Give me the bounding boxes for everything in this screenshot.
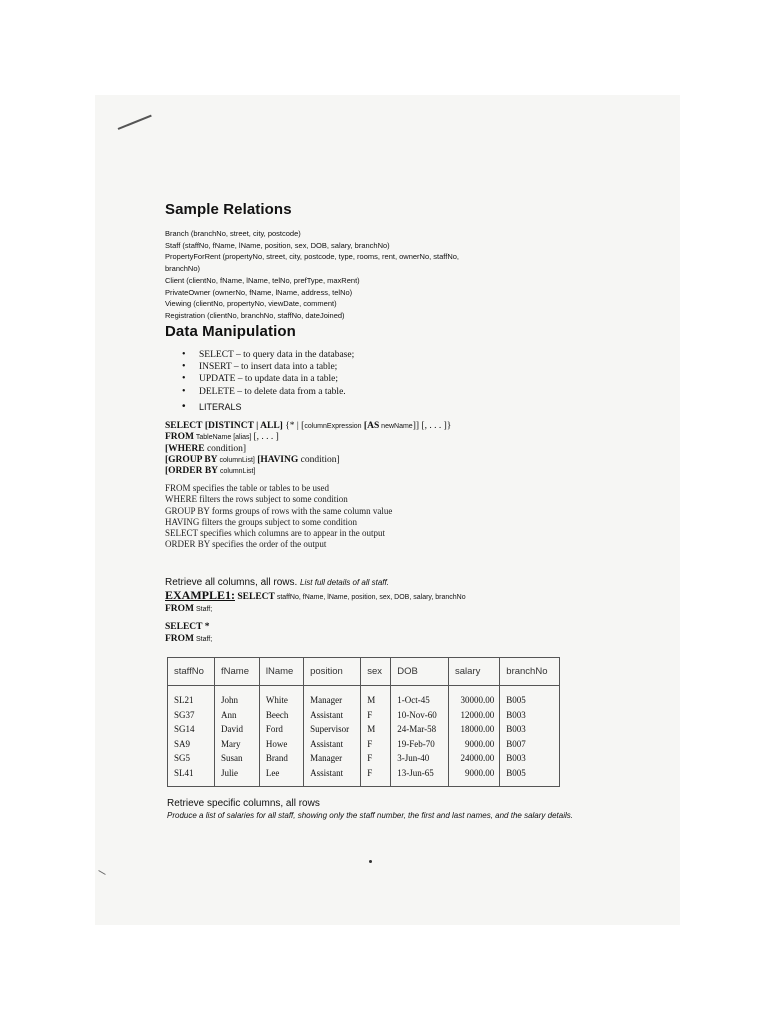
relation-line: PrivateOwner (ownerNo, fName, lName, address, telNo) (165, 287, 353, 297)
table-cell: B005 (500, 686, 560, 708)
operations-list (180, 349, 354, 413)
sample-relations-heading: Sample Relations (165, 201, 292, 218)
column-header: lName (259, 658, 303, 686)
example1-select-line: EXAMPLE1: SELECT staffNo, fName, lName, position, sex, DOB, salary, branchNo (165, 588, 466, 602)
table-cell: 13-Jun-65 (391, 766, 449, 787)
relation-line: Branch (branchNo, street, city, postcode) (165, 229, 301, 238)
syntax-select-line: SELECT [DISTINCT | ALL] {* | [columnExpression [AS newName]] [, . . . ]} (165, 421, 452, 431)
table-row (168, 751, 560, 766)
table-row (168, 708, 560, 723)
table-cell: SL21 (168, 686, 215, 708)
table-cell: B003 (500, 751, 560, 766)
clause-description: FROM specifies the table or tables to be used (165, 483, 329, 493)
table-cell: White (259, 686, 303, 708)
table-cell: F (361, 766, 391, 787)
table-cell: 1-Oct-45 (391, 686, 449, 708)
table-cell: Julie (215, 766, 260, 787)
table-cell: F (361, 737, 391, 752)
table-cell: Ford (259, 722, 303, 737)
table-cell: M (361, 722, 391, 737)
table-cell: Assistant (304, 708, 361, 723)
relation-line: branchNo) (165, 264, 201, 274)
operation-item: • SELECT – to query data in the database; (180, 349, 354, 361)
syntax-order-line: [ORDER BY columnList] (165, 466, 256, 477)
syntax-where-line: [WHERE condition] (165, 443, 247, 454)
select-star-query (165, 622, 212, 645)
table-cell: 10-Nov-60 (391, 708, 449, 723)
table-cell: David (215, 722, 260, 737)
table-cell: 19-Feb-70 (391, 737, 449, 752)
relations-list (165, 228, 495, 322)
table-cell: John (215, 686, 260, 708)
relation-line: PropertyForRent (propertyNo, street, city, postcode, type, rooms, rent, ownerNo, staffNo, (165, 252, 460, 262)
table-row (168, 766, 560, 787)
column-header: sex (361, 658, 391, 686)
table-cell: F (361, 751, 391, 766)
table-row (168, 686, 560, 708)
table-cell: 3-Jun-40 (391, 751, 449, 766)
table-cell: Beech (259, 708, 303, 723)
select-syntax (165, 421, 451, 477)
table-row (168, 737, 560, 752)
table-row (168, 722, 560, 737)
table-cell: Lee (259, 766, 303, 787)
clause-description: WHERE filters the rows subject to some condition (165, 494, 348, 505)
relation-line: Registration (clientNo, branchNo, staffNo, dateJoined) (165, 310, 345, 320)
column-header: branchNo (500, 658, 560, 686)
select-star-line: SELECT * (165, 622, 210, 632)
operation-item: • INSERT – to insert data into a table; (180, 361, 354, 373)
table-cell: Brand (259, 751, 303, 766)
clause-description: HAVING filters the groups subject to some condition (165, 516, 358, 527)
table-cell: Howe (259, 737, 303, 752)
table-cell: Supervisor (304, 722, 361, 737)
table-cell: 30000.00 (449, 686, 500, 708)
table-cell: SG5 (168, 751, 215, 766)
clause-description: GROUP BY forms groups of rows with the same column value (165, 505, 393, 516)
example1-query (165, 590, 466, 615)
example1-from-line: FROM Staff; (165, 603, 213, 614)
table-cell: B007 (500, 737, 560, 752)
table-cell: Manager (304, 686, 361, 708)
table-cell: 18000.00 (449, 722, 500, 737)
table-cell: B005 (500, 766, 560, 787)
table-cell: F (361, 708, 391, 723)
relation-line: Viewing (clientNo, propertyNo, viewDate, comment) (165, 299, 337, 309)
syntax-group-line: [GROUP BY columnList] [HAVING condition] (165, 454, 340, 465)
table-cell: 9000.00 (449, 766, 500, 787)
retrieve-specific-subtitle: Produce a list of salaries for all staff, showing only the staff number, the first and last names, and the salary details. (167, 811, 573, 820)
column-header: fName (215, 658, 260, 686)
table-cell: SL41 (168, 766, 215, 787)
column-header: position (304, 658, 361, 686)
syntax-from-line: FROM TableName [alias] [, . . . ] (165, 432, 279, 443)
table-header-row (168, 658, 560, 686)
table-cell: B003 (500, 708, 560, 723)
relation-line: Staff (staffNo, fName, lName, position, sex, DOB, salary, branchNo) (165, 240, 390, 250)
table-cell: Assistant (304, 766, 361, 787)
column-header: staffNo (168, 658, 215, 686)
column-header: salary (449, 658, 500, 686)
table-cell: Manager (304, 751, 361, 766)
clause-description: ORDER BY specifies the order of the output (165, 539, 327, 550)
table-cell: 24-Mar-58 (391, 722, 449, 737)
table-cell: M (361, 686, 391, 708)
clause-descriptions (165, 483, 392, 551)
data-manipulation-heading: Data Manipulation (165, 323, 296, 340)
page-speck (369, 860, 372, 863)
retrieve-all-title: Retrieve all columns, all rows. List full details of all staff. (165, 577, 389, 588)
table-cell: Susan (215, 751, 260, 766)
clause-description: SELECT specifies which columns are to appear in the output (165, 528, 386, 539)
column-header: DOB (391, 658, 449, 686)
table-cell: SA9 (168, 737, 215, 752)
relation-line: Client (clientNo, fName, lName, telNo, prefType, maxRent) (165, 275, 360, 285)
table-cell: 9000.00 (449, 737, 500, 752)
table-cell: 24000.00 (449, 751, 500, 766)
staff-table (167, 657, 560, 787)
operation-item: • UPDATE – to update data in a table; (180, 373, 354, 385)
table-cell: 12000.00 (449, 708, 500, 723)
table-cell: Assistant (304, 737, 361, 752)
retrieve-specific-title: Retrieve specific columns, all rows (167, 798, 320, 809)
table-cell: Mary (215, 737, 260, 752)
operation-item: • LITERALS (180, 401, 354, 413)
retrieve-specific-section (167, 798, 573, 820)
select-star-from-line: FROM Staff; (165, 633, 213, 644)
table-cell: B003 (500, 722, 560, 737)
table-cell: SG14 (168, 722, 215, 737)
operation-item: • DELETE – to delete data from a table. (180, 386, 354, 398)
table-cell: SG37 (168, 708, 215, 723)
table-cell: Ann (215, 708, 260, 723)
